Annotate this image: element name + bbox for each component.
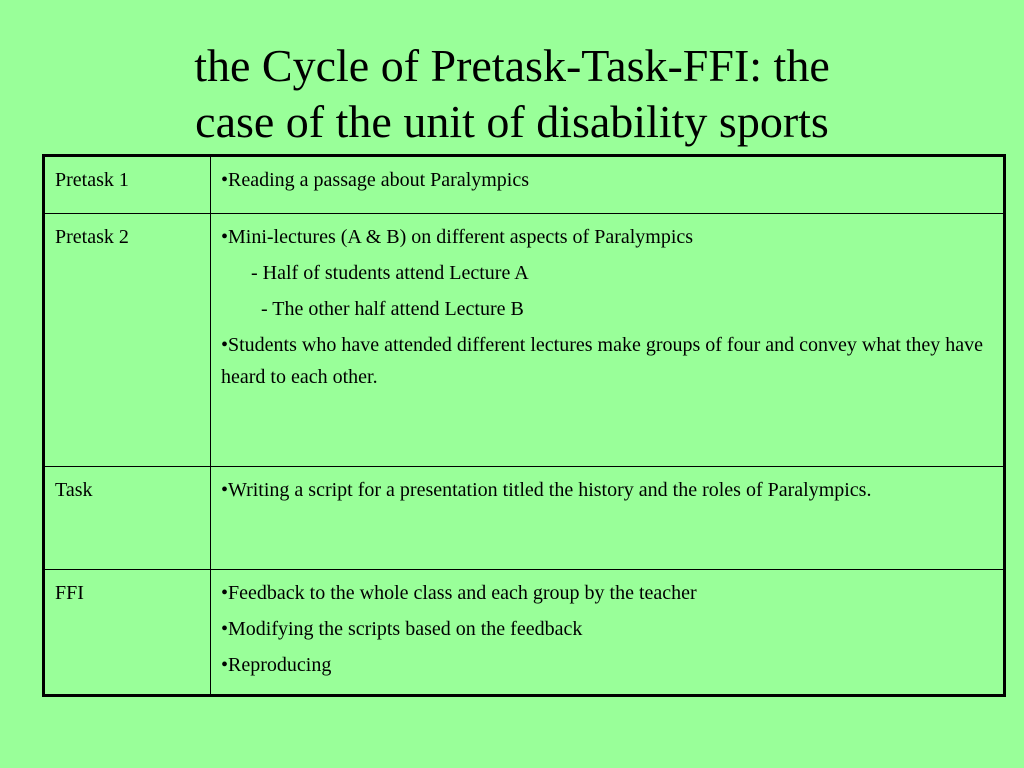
activity-sub-item: - The other half attend Lecture B	[221, 298, 524, 320]
slide-title-line-1: the Cycle of Pretask-Task-FFI: the	[194, 40, 830, 91]
task-cycle-table	[42, 154, 1006, 697]
stage-cell: Task	[44, 467, 211, 570]
table-row-ffi	[44, 570, 1005, 696]
table-row-pretask-2	[44, 214, 1005, 467]
activity-item: •Mini-lectures (A & B) on different aspects of Paralympics	[221, 226, 694, 248]
activity-item: •Reading a passage about Paralympics	[221, 169, 530, 191]
slide-title	[40, 38, 984, 150]
table-row-task	[44, 467, 1005, 570]
activity-item: •Feedback to the whole class and each group by the teacher	[221, 582, 697, 604]
activity-item: •Modifying the scripts based on the feedback	[221, 618, 583, 640]
stage-cell: Pretask 1	[44, 156, 211, 214]
activity-sub-item: - Half of students attend Lecture A	[221, 262, 529, 284]
stage-cell: FFI	[44, 570, 211, 696]
activity-item: •Students who have attended different lectures make groups of four and convey what they have heard to each other.	[221, 334, 983, 388]
activity-cell	[211, 570, 1005, 696]
activity-cell	[211, 467, 1005, 570]
activity-item: •Writing a script for a presentation titled the history and the roles of Paralympics.	[221, 479, 872, 501]
activity-cell	[211, 156, 1005, 214]
slide-title-line-2: case of the unit of disability sports	[195, 96, 829, 147]
stage-cell: Pretask 2	[44, 214, 211, 467]
activity-item: •Reproducing	[221, 654, 332, 676]
activity-cell	[211, 214, 1005, 467]
table-row-pretask-1	[44, 156, 1005, 214]
